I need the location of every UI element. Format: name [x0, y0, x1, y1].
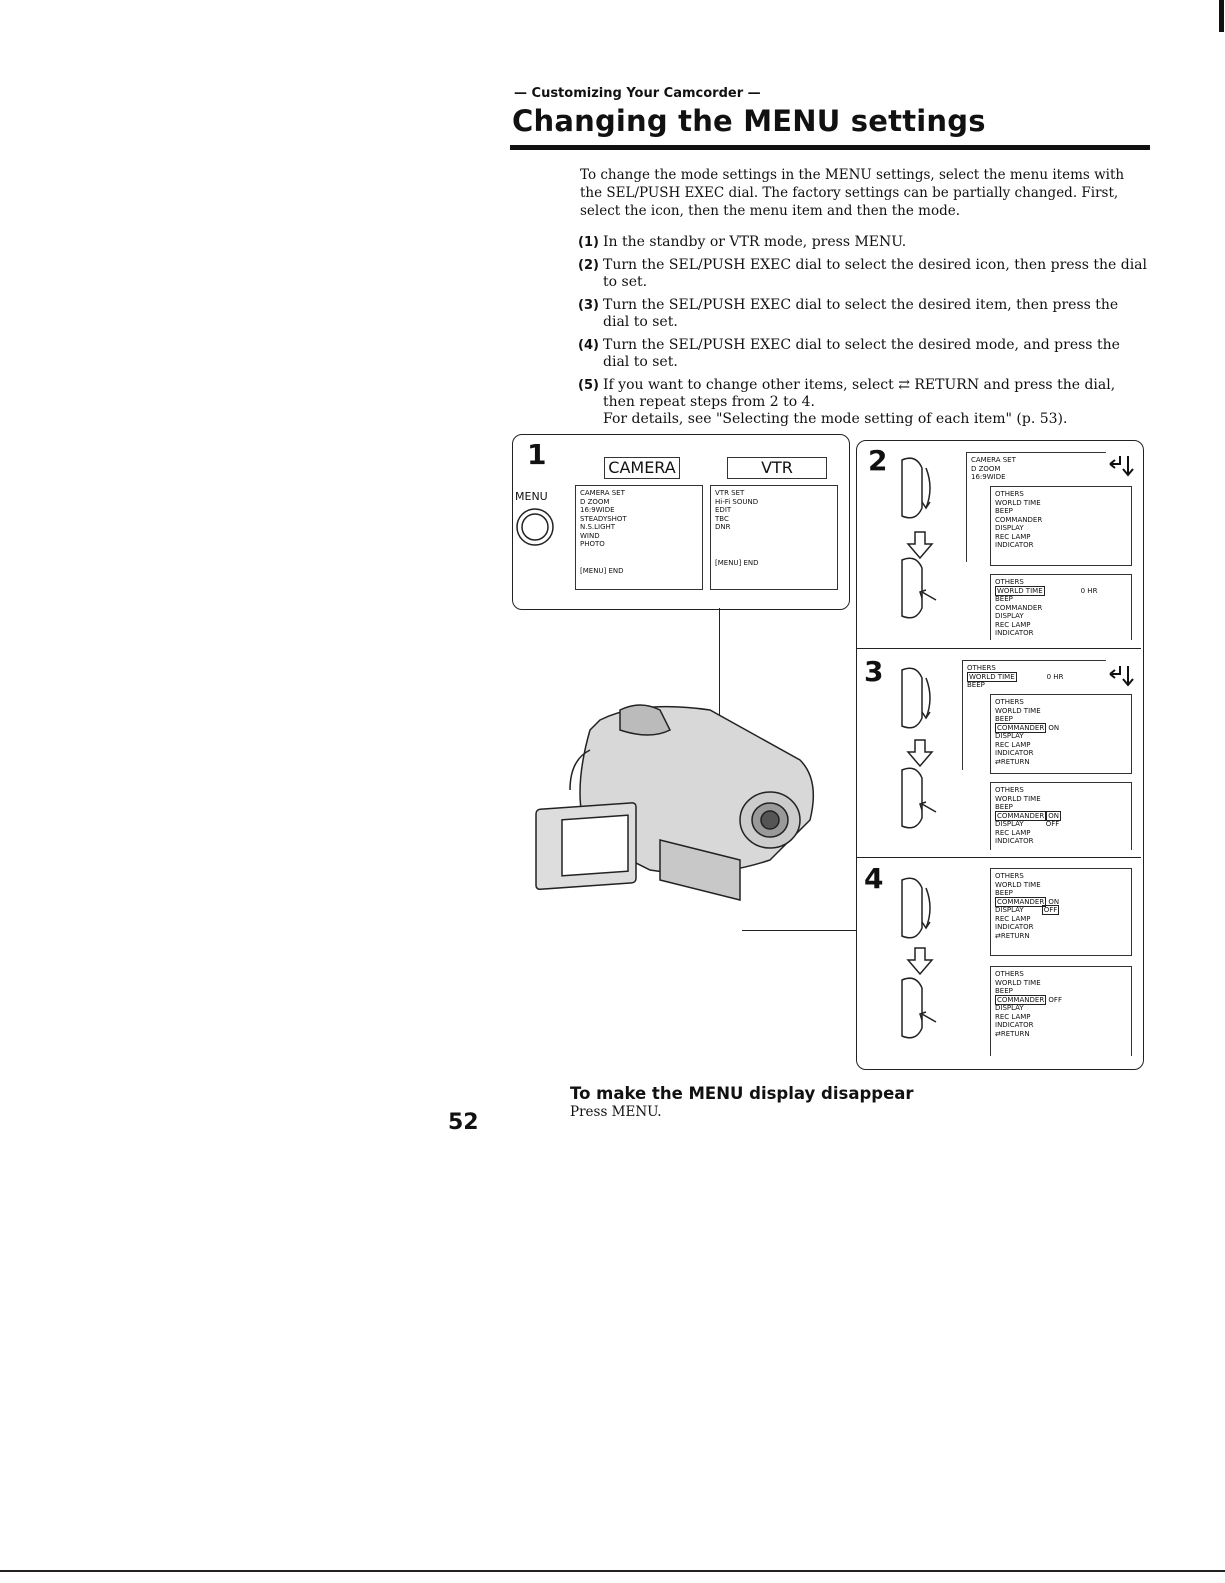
step-4-result-screen: OTHERS WORLD TIME BEEP COMMANDER OFF DISPLAY REC LAMP INDICATOR ⇄RETURN [990, 966, 1132, 1056]
section-kicker: — Customizing Your Camcorder — [514, 86, 761, 101]
menu-button-icon [515, 505, 555, 549]
vtr-menu-screen: VTR SET Hi-Fi SOUND EDIT TBC DNR [MENU] END [710, 485, 838, 590]
leader-line [742, 930, 856, 931]
camera-tab: CAMERA [604, 457, 680, 479]
leader-line [719, 608, 720, 848]
page-edge-mark [1219, 0, 1224, 32]
return-arrow-icon [1108, 452, 1134, 480]
step-4-select-screen: OTHERS WORLD TIME BEEP COMMANDER ON DISPLAY OFF REC LAMP INDICATOR ⇄RETURN [990, 868, 1132, 956]
step-item: (2) Turn the SEL/PUSH EXEC dial to select the desired icon, then press the dial to set. [578, 257, 1148, 290]
dial-illustrations [890, 440, 960, 1070]
return-arrow-icon [1108, 662, 1134, 690]
camcorder-illustration [530, 690, 830, 930]
step-3-items-screen: OTHERS WORLD TIME BEEP COMMANDER ON DISPLAY REC LAMP INDICATOR ⇄RETURN [990, 694, 1132, 774]
step-list [578, 234, 1148, 428]
step-1-number: 1 [527, 438, 547, 471]
step-note: For details, see "Selecting the mode setting of each item" (p. 53). [603, 411, 1068, 427]
bottom-edge-line [0, 1570, 1225, 1572]
page-title: Changing the MENU settings [512, 104, 986, 138]
vtr-tab: VTR [727, 457, 827, 479]
step-item: (3) Turn the SEL/PUSH EXEC dial to select the desired item, then press the dial to set. [578, 297, 1119, 330]
step-2-selected-screen: OTHERS WORLD TIME 0 HR BEEP COMMANDER DISPLAY REC LAMP INDICATOR [990, 574, 1132, 640]
step-item: (1) In the standby or VTR mode, press MENU. [578, 234, 907, 250]
step-4-number: 4 [864, 862, 884, 895]
panel-divider [857, 648, 1141, 649]
page-number: 52 [448, 1110, 479, 1135]
subsection-title: To make the MENU display disappear [570, 1084, 914, 1103]
step-3-selected-screen: OTHERS WORLD TIME BEEP COMMANDER ON DISPLAY OFF REC LAMP INDICATOR [990, 782, 1132, 850]
step-2-number: 2 [868, 444, 888, 477]
intro-paragraph: To change the mode settings in the MENU settings, select the menu items with the SEL/PUSH EXEC dial. The factory settings can be partially changed. First, select the icon, then the menu item and then the mode. [580, 167, 1125, 219]
steps-2-4-panel [856, 440, 1144, 1070]
step-2-others-screen: OTHERS WORLD TIME BEEP COMMANDER DISPLAY REC LAMP INDICATOR [990, 486, 1132, 566]
camera-menu-screen: CAMERA SET D ZOOM 16:9WIDE STEADYSHOT N.S.LIGHT WIND PHOTO [MENU] END [575, 485, 703, 590]
step-2-camera-screen: CAMERA SET D ZOOM 16:9WIDE [966, 452, 1106, 562]
step-3-top-screen: OTHERS WORLD TIME 0 HR BEEP [962, 660, 1106, 770]
panel-divider [857, 857, 1141, 858]
step-3-number: 3 [864, 655, 884, 688]
title-rule [510, 145, 1150, 150]
step-1-panel [512, 434, 850, 610]
menu-button-label: MENU [515, 490, 548, 503]
subsection-body: Press MENU. [570, 1104, 662, 1120]
step-item: (4) Turn the SEL/PUSH EXEC dial to select the desired mode, and press the dial to set. [578, 337, 1120, 370]
step-item: (5) If you want to change other items, select ⇄ RETURN and press the dial, then repeat steps from 2 to 4. [578, 377, 1116, 410]
